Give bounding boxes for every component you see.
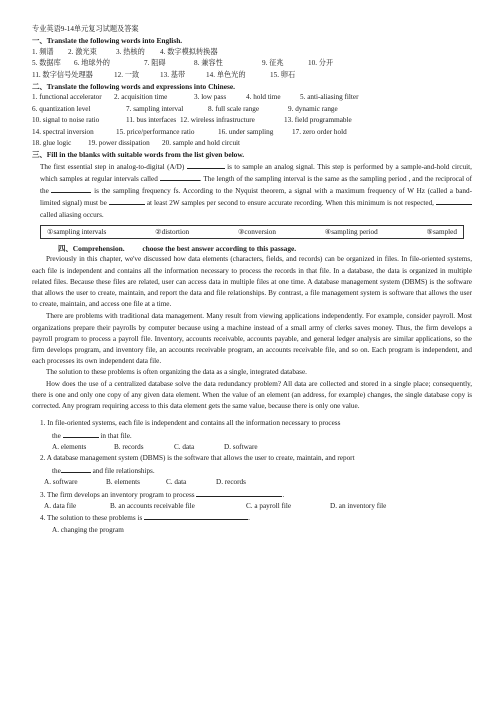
exam-page [32,24,472,536]
s1-item: 10. 分开 [308,59,334,68]
section-2-heading: 二、Translate the following words and expressions into Chinese. [32,82,235,92]
s2-item: 2. acquisition time [114,93,168,102]
s1-item: 2. 激光束 [68,47,97,56]
s1-item: 1. 频谱 [32,47,54,56]
option-a[interactable]: A. elements [52,442,87,451]
passage-text: at least 2W samples per second to ensure accurate recording. When this minimum is not respected, [146,199,434,208]
question-text: the [52,466,61,475]
question-stem-row [32,489,472,501]
s2-item: 10. signal to noise ratio [32,116,100,125]
option-b[interactable]: B. elements [106,478,140,487]
s2-item: 1. functional accelerator [32,93,102,102]
word-bank-option: ③conversion [237,227,276,236]
option-d[interactable]: D. an inventory file [330,501,387,510]
passage-text: is the sampling frequency fs. According to the Nyquist theorem, a signal with a maximum frequency of W Hz (called a band-limited signal) must be [40,187,473,208]
s2-item: 16. under sampling [218,127,274,136]
s2-item: 20. sample and hold circuit [162,139,241,148]
blank-5[interactable] [436,197,472,205]
s2-item: 11. bus interfaces [126,116,177,125]
answer-blank-3[interactable] [196,489,285,499]
question-stem: 1. In file-oriented systems, each file is independent and contains all the information necessary to process [40,419,341,428]
option-b[interactable]: B. an accounts receivable file [110,501,195,510]
s1-row-3 [32,70,472,81]
s2-row-5 [32,138,472,149]
section-1-heading: 一、Translate the following words into English. [32,36,183,46]
option-a[interactable]: A. software [44,478,78,487]
option-c[interactable]: C. data [166,478,187,487]
s1-item: 13. 基带 [160,70,186,79]
s2-item: 8. full scale range [208,104,260,113]
document-title: 专业英语9-14单元复习试题及答案 [32,25,139,33]
s1-item: 11. 数字信号处理器 [32,70,93,79]
word-bank [40,225,464,239]
passage-paragraph-2: There are problems with traditional data management. Many result from viewing applications independently. For example, consider payroll. Most organizations prepare their payrolls by computer because using a machine instead of a small army of clerks saves money. Thus, the firm develops a payroll program to process a payroll file. Inventory, accounts receivable, accounts payable, and general ledger analysis are similar applications, so the firm develops program, and inventory file, an accounts receivable program, an accounts receivable file, and so on. Each program is independent, and each processes its own independent data file. [32,312,472,366]
passage-paragraph-1: Previously in this chapter, we've discussed how data elements (characters, fields, and records) can be organized in files. In file-oriented systems, each file is independent and contains all the information necessary to process the records in that file. In a database, the data is organized in multiple related files. Because these files are related, user can access data in multiple files at one time. A database management system (DBMS) is the software that allows the user to create, maintain, and report the data and file relationships. By contrast, a file management system is software that allows the user to create, maintain, and access one file at a time. [32,255,472,309]
s1-row-1 [32,47,472,58]
passage-text: . The length of the sampling interval is the same as the sampling period , and the reciprocal of the [40,175,472,196]
word-bank-option: ②distortion [155,227,190,236]
question-stem-cont [32,430,472,442]
s2-item: 6. quantization level [32,104,91,113]
s2-item: 13. field programmable [284,116,352,125]
s1-item: 9. 征兆 [262,59,284,68]
s1-item: 5. 数据库 [32,59,61,68]
blank-3[interactable] [51,185,91,193]
s2-row-1 [32,92,472,103]
question-stem: 3. The firm develops an inventory program to process [40,490,195,499]
s1-item: 12. 一致 [114,70,140,79]
option-a[interactable]: A. changing the program [52,525,124,534]
word-bank-option: ①sampling intervals [47,227,107,236]
question-stem-cont [32,465,472,477]
s2-row-3 [32,115,472,126]
s2-item: 19. power dissipation [88,139,150,148]
question-options [32,442,472,453]
section-4-heading [32,243,472,254]
passage-text: The first essential step in analog-to-digital (A/D) [40,162,185,171]
s2-item: 9. dynamic range [288,104,338,113]
s1-row-2 [32,58,472,69]
s2-row-4 [32,127,472,138]
option-b[interactable]: B. records [114,442,144,451]
s2-item: 7. sampling interval [126,104,184,113]
blank-2[interactable] [160,173,200,181]
passage-text: is to sample an analog signal. This step is performed by a sample-and-hold circuit, which samples at regular intervals called [40,162,472,184]
s1-item: 7. 阻碍 [144,59,166,68]
question-options [32,525,472,536]
option-c[interactable]: C. data [174,442,195,451]
s1-item: 8. 兼容性 [194,59,223,68]
question-text: the [52,431,61,440]
answer-blank-4[interactable] [144,512,250,523]
answer-blank-1[interactable] [63,430,99,438]
s2-item: 15. price/performance ratio [116,127,195,136]
s2-item: 14. spectral inversion [32,127,94,136]
s2-item: 12. wireless infrastructure [180,116,255,125]
s2-item: 5. anti-aliasing filter [300,93,359,102]
question-stem: 2. A database management system (DBMS) is the software that allows the user to create, maintain, and report [40,454,355,463]
option-d[interactable]: D. records [216,478,246,487]
option-c[interactable]: C. a payroll file [246,501,292,510]
question-text: and file relationships. [92,466,155,475]
word-bank-option: ⑤sampled [426,227,457,236]
question-options [32,501,472,512]
answer-blank-2[interactable] [61,465,91,473]
section-4-instruction: choose the best answer according to this passage. [142,243,297,253]
s2-item: 4. hold time [246,93,281,102]
s1-item: 15. 卵石 [270,70,296,79]
s2-item: 3. low pass [194,93,227,102]
question-list [32,418,472,536]
passage-paragraph-4: How does the use of a centralized database solve the data redundancy problem? All data are collected and stored in a single place; consequently, there is one and only one copy of any given data element. When the value of an element (an address, for example) changes, the single database copy is corrected. Any program requiring access to this data element gets the same value, because there is only one value. [32,379,472,410]
question-options [32,477,472,488]
fill-in-passage [32,161,472,221]
section-3-heading: 三、Fill in the blanks with suitable words from the list given below. [32,150,245,160]
passage-paragraph-3: The solution to these problems is often organizing the data as a single, integrated database. [46,368,307,377]
s2-item: 17. zero order hold [292,127,347,136]
passage-text: called aliasing occurs. [40,210,104,219]
question-text: in that file. [100,431,132,440]
question-text: . [282,490,285,499]
s2-row-2 [32,104,472,115]
option-d[interactable]: D. software [224,442,258,451]
blank-4[interactable] [109,197,145,205]
question-stem: 4. The solution to these problems is [40,514,143,523]
question-stem-row [32,512,472,524]
s1-item: 6. 地球外的 [74,59,110,68]
s1-item: 4. 数字模拟转换器 [160,47,218,56]
s2-item: 18. glue logic [32,139,72,148]
s1-item: 14. 单色光的 [206,70,246,79]
question-text: . [248,514,250,523]
section-4-title: 四、Comprehension. [58,243,125,253]
s1-item: 3. 热核的 [116,47,145,56]
option-a[interactable]: A. data file [44,501,77,510]
blank-1[interactable] [187,161,225,169]
word-bank-option: ④sampling period [324,227,378,236]
